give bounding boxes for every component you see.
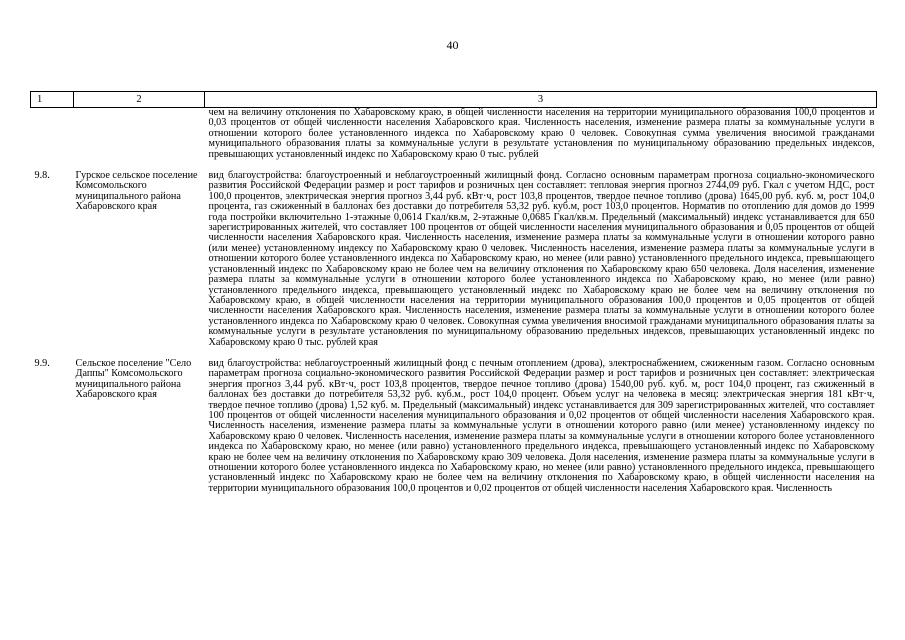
municipality-name: [74, 108, 205, 161]
row-description: вид благоустройства: благоустроенный и неблагоустроенный жилищный фонд. Согласно основным параметрам прогноза социально-экономического развития Российской Федерации размер и рост тарифов и розничных цен составляет: тепловая энергия прогноз 2744,09 руб. Гкал с учетом НДС, рост 100,0 процентов, электрическая энергия прогноз 3,44 руб. кВт·ч, рост 103,8 процентов, твердое печное топливо (дрова) 1645,00 руб. куб. м, рост 104,0 процента, газ сжиженный в баллонах без доставки до потребителя 53,32 руб. куб.м, рост 103,0 процентов. Норматив по отоплению для домов до 1999 года постройки включительно 1-этажные 0,0614 Гкал/кв.м, 2-этажные 0,0685 Гкал/кв.м. Предельный (максимальный) индекс устанавливается для 650 зарегистрированных жителей, что составляет 100 процентов от общей численности населения муниципального образования и 0,05 процентов от общей численности населения Хабаровского края. Численность населения, изменение размера платы за коммунальные услуги в отношении которого равно (или менее) установленному индексу по Хабаровскому краю 0 человек. Численность населения, изменение размера платы за коммунальные услуги в отношении которого более установленного индекса по Хабаровскому краю, но менее (или равно) установленного предельного индекса, превышающего установленный индекс по Хабаровскому краю не более чем на величину отклонения по Хабаровскому краю 650 человека. Доля населения, изменение размера платы за коммунальные услуги в отношении которого более установленного индекса по Хабаровскому краю, но менее (или равно) установленного предельного индекса, превышающего установленный индекс по Хабаровскому краю не более чем на величину отклонения по Хабаровскому краю, в общей численности населения на территории муниципального образования 100,0 процентов и 0,05 процентов от общей численности населения Хабаровского края. Численность населения, изменение размера платы за коммунальные услуги в отношении которого более установленного индекса по Хабаровскому краю 0 человек. Совокупная сумма увеличения вносимой гражданами муниципального образования платы за коммунальные услуги в результате установления по муниципальному образованию предельных индексов, превышающих установленный индекс по Хабаровскому краю 0 тыс. рублей края: [208, 170, 875, 348]
row-description: чем на величину отклонения по Хабаровскому краю, в общей численности населения на территории муниципального образования 100,0 процентов и 0,03 процентов от общей численности населения Хабаровского края. Численность населения, изменение размера платы за коммунальные услуги в отношении которого более установленного индекса по Хабаровскому краю 0 человек. Совокупная сумма увеличения вносимой гражданами муниципального образования платы за коммунальные услуги в результате установления по муниципальному образованию предельных индексов, превышающих установленный индекс по Хабаровскому краю 0 тыс. рублей: [208, 107, 875, 160]
column-header-1: 1: [31, 92, 74, 108]
table-row: [31, 171, 877, 348]
table-header-row: [31, 92, 877, 108]
table-row: [31, 359, 877, 494]
column-header-2: 2: [74, 92, 205, 108]
row-number: 9.9.: [34, 357, 50, 369]
table-row: [31, 108, 877, 161]
row-number: [31, 108, 74, 161]
page-number: 40: [446, 38, 459, 52]
municipality-name: Гурское сельское поселение Комсомольского муниципального района Хабаровского края: [75, 170, 198, 213]
tariff-table: [30, 91, 877, 494]
municipality-name: Сельское поселение "Село Даппы" Комсомольского муниципального района Хабаровского края: [75, 357, 192, 401]
column-header-3: 3: [205, 92, 877, 108]
row-number: 9.8.: [34, 170, 50, 182]
row-description: вид благоустройства: неблагоустроенный жилищный фонд с печным отоплением (дрова), электроснабжением, сжиженным газом. Согласно основным параметрам прогноза социально-экономического развития Российской Федерации размер и рост тарифов и розничных цен составляет: электрическая энергия прогноз 3,44 руб. кВт·ч, рост 103,8 процентов, твердое печное топливо (дрова) 1540,00 руб. куб. м, рост 104,0 процент, газ сжиженный в баллонах без доставки до потребителя 53,32 руб. куб.м., рост 104,0 процент. Объем услуг на человека в месяц: электрическая энергия 181 кВт·ч, твердое печное топливо (дрова) 1,52 куб. м. Предельный (максимальный) индекс устанавливается для 309 зарегистрированных жителей, что составляет 100 процентов от общей численности населения муниципального образования и 0,02 процентов от общей численности населения Хабаровского края. Численность населения, изменение размера платы за коммунальные услуги в отношении которого равно (или менее) установленному индексу по Хабаровскому краю 0 человек. Численность населения, изменение размера платы за коммунальные услуги в отношении которого более установленного индекса по Хабаровскому краю, но менее (или равно) установленного предельного индекса, превышающего установленный индекс по Хабаровскому краю не более чем на величину отклонения по Хабаровскому краю 309 человека. Доля населения, изменение размера платы за коммунальные услуги в отношении которого более установленного индекса по Хабаровскому краю, но менее (или равно) установленного предельного индекса, превышающего установленный индекс по Хабаровскому краю не более чем на величину отклонения по Хабаровскому краю, в общей численности населения на территории муниципального образования 100,0 процентов и 0,02 процентов от общей численности населения Хабаровского края. Численность: [208, 357, 875, 494]
